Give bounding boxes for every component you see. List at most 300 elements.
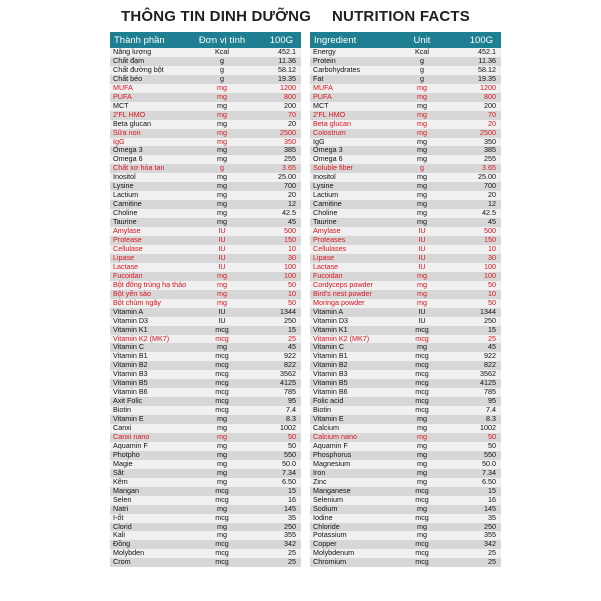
table-row	[110, 540, 301, 549]
table-row	[310, 478, 501, 487]
table-row	[110, 191, 301, 200]
ingredient-name: Phosphorus	[313, 450, 352, 459]
ingredient-amount: 10	[488, 288, 496, 298]
ingredient-name: Inositol	[113, 173, 136, 182]
table-row	[310, 290, 501, 299]
table-row	[310, 272, 501, 281]
ingredient-amount: 250	[284, 315, 296, 325]
table-row	[310, 75, 501, 84]
ingredient-name: Vitamin K2 (MK7)	[313, 334, 370, 343]
ingredient-name: Chất đạm	[113, 56, 145, 65]
ingredient-unit: mg	[217, 431, 227, 441]
ingredient-amount: 50.0	[282, 458, 296, 468]
ingredient-unit: mg	[217, 288, 227, 298]
ingredient-name: Canxi nano	[113, 432, 150, 441]
ingredient-unit: mcg	[215, 387, 229, 397]
ingredient-name: Chất xơ hòa tan	[113, 164, 165, 173]
ingredient-name: Molybden	[113, 549, 145, 558]
ingredient-amount: 50	[488, 440, 496, 450]
ingredient-amount: 30	[488, 252, 496, 262]
ingredient-name: PUFA	[113, 92, 132, 101]
table-row	[310, 236, 501, 245]
ingredient-unit: IU	[218, 315, 226, 325]
ingredient-amount: 385	[484, 145, 496, 155]
ingredient-unit: g	[220, 163, 224, 173]
ingredient-amount: 350	[484, 136, 496, 146]
ingredient-amount: 12	[488, 199, 496, 209]
ingredient-unit: mg	[217, 109, 227, 119]
ingredient-unit: mg	[417, 530, 427, 540]
table-row	[310, 218, 501, 227]
table-row	[310, 361, 501, 370]
ingredient-amount: 452.1	[478, 47, 496, 56]
ingredient-amount: 19.35	[478, 73, 496, 83]
ingredient-name: Crom	[113, 558, 131, 567]
ingredient-unit: IU	[418, 315, 426, 325]
ingredient-unit: mcg	[215, 405, 229, 415]
table-row	[310, 388, 501, 397]
ingredient-unit: mcg	[215, 512, 229, 522]
table-row	[310, 433, 501, 442]
table-row	[110, 487, 301, 496]
ingredient-name: Năng lượng	[113, 48, 152, 56]
ingredient-name: MUFA	[113, 83, 133, 92]
ingredient-name: IgG	[313, 137, 325, 146]
ingredient-name: Colostrum	[313, 128, 346, 137]
table-row	[310, 514, 501, 523]
ingredient-name: Omega 6	[313, 155, 343, 164]
ingredient-name: Chloride	[313, 522, 340, 531]
table-row	[310, 191, 501, 200]
table-row	[310, 326, 501, 335]
ingredient-unit: mcg	[415, 494, 429, 504]
ingredient-unit: mcg	[215, 351, 229, 361]
ingredient-unit: mcg	[415, 378, 429, 388]
ingredient-amount: 50	[288, 279, 296, 289]
ingredient-name: Amylase	[313, 227, 341, 236]
ingredient-amount: 342	[484, 539, 496, 549]
table-row	[310, 406, 501, 415]
ingredient-name: Đồng	[113, 540, 131, 549]
ingredient-amount: 11.36	[278, 55, 296, 65]
ingredient-amount: 15	[288, 485, 296, 495]
table-row	[310, 227, 501, 236]
ingredient-unit: mg	[417, 199, 427, 209]
ingredient-unit: mcg	[415, 324, 429, 334]
table-row	[110, 102, 301, 111]
table-row	[110, 129, 301, 138]
ingredient-name: Omega 6	[113, 155, 143, 164]
ingredient-amount: 25	[288, 557, 296, 567]
ingredient-unit: mcg	[215, 360, 229, 370]
ingredient-amount: 58.12	[278, 64, 296, 74]
table-row	[110, 218, 301, 227]
ingredient-amount: 95	[488, 396, 496, 406]
ingredient-unit: mg	[417, 82, 427, 92]
table-row	[110, 397, 301, 406]
ingredient-amount: 550	[284, 449, 296, 459]
ingredient-amount: 800	[484, 91, 496, 101]
ingredient-unit: mg	[217, 82, 227, 92]
ingredient-unit: Kcal	[415, 47, 429, 56]
table-row	[110, 209, 301, 218]
ingredient-name: Choline	[313, 209, 338, 218]
header-unit: Unit	[413, 34, 431, 46]
nutrition-table-vietnamese	[110, 32, 301, 567]
ingredient-name: Cellulase	[113, 244, 143, 253]
ingredient-amount: 45	[288, 217, 296, 227]
ingredient-unit: mg	[417, 172, 427, 182]
table-row	[110, 111, 301, 120]
ingredient-name: Bột yến sào	[113, 289, 151, 298]
ingredient-name: Sữa non	[113, 128, 141, 137]
table-row	[110, 290, 301, 299]
ingredient-name: Aquamin F	[313, 441, 348, 450]
ingredient-amount: 145	[284, 503, 296, 513]
ingredient-amount: 16	[488, 494, 496, 504]
ingredient-name: Vitamin C	[313, 343, 345, 352]
ingredient-unit: IU	[218, 306, 226, 316]
table-row	[310, 245, 501, 254]
ingredient-unit: mg	[217, 136, 227, 146]
table-row	[310, 263, 501, 272]
ingredient-amount: 4125	[480, 378, 496, 388]
table-row	[110, 245, 301, 254]
ingredient-name: Moringa powder	[313, 298, 365, 307]
ingredient-unit: mcg	[215, 485, 229, 495]
table-row	[110, 433, 301, 442]
ingredient-amount: 100	[284, 270, 296, 280]
ingredient-name: Omega 3	[113, 146, 143, 155]
ingredient-unit: mg	[217, 154, 227, 164]
table-row	[310, 102, 501, 111]
table-row	[110, 343, 301, 352]
ingredient-name: Copper	[313, 540, 337, 549]
ingredient-amount: 35	[288, 512, 296, 522]
ingredient-name: Omega 3	[313, 146, 343, 155]
ingredient-amount: 50	[488, 297, 496, 307]
ingredient-amount: 42.5	[282, 208, 296, 218]
ingredient-name: Taurine	[313, 218, 337, 227]
ingredient-unit: mcg	[215, 378, 229, 388]
ingredient-name: Vitamin K1	[313, 325, 348, 334]
ingredient-amount: 20	[488, 118, 496, 128]
ingredient-name: Protein	[313, 56, 336, 65]
ingredient-amount: 1002	[280, 423, 296, 433]
table-row	[310, 84, 501, 93]
ingredient-unit: IU	[418, 235, 426, 245]
ingredient-amount: 200	[284, 100, 296, 110]
ingredient-amount: 7.4	[486, 405, 496, 415]
table-row	[110, 505, 301, 514]
ingredient-name: Cellulases	[313, 244, 347, 253]
ingredient-amount: 50	[488, 279, 496, 289]
header-ingredient: Ingredient	[314, 34, 357, 46]
ingredient-unit: g	[420, 73, 424, 83]
ingredient-unit: IU	[418, 226, 426, 236]
ingredient-name: Mangan	[113, 486, 139, 495]
ingredient-name: Magnesium	[313, 459, 351, 468]
ingredient-name: Biotin	[113, 406, 131, 415]
ingredient-amount: 342	[284, 539, 296, 549]
ingredient-name: Inositol	[313, 173, 336, 182]
ingredient-amount: 7.4	[286, 405, 296, 415]
ingredient-amount: 385	[284, 145, 296, 155]
ingredient-amount: 355	[284, 530, 296, 540]
ingredient-amount: 2500	[280, 127, 296, 137]
table-row	[310, 57, 501, 66]
ingredient-unit: mg	[217, 145, 227, 155]
ingredient-unit: mg	[417, 431, 427, 441]
ingredient-name: Soluble fiber	[313, 164, 353, 173]
ingredient-name: Molybdenum	[313, 549, 355, 558]
ingredient-unit: mcg	[415, 512, 429, 522]
ingredient-unit: mg	[217, 458, 227, 468]
ingredient-amount: 2500	[480, 127, 496, 137]
ingredient-unit: mg	[217, 521, 227, 531]
ingredient-amount: 42.5	[482, 208, 496, 218]
table-row	[110, 469, 301, 478]
ingredient-unit: mcg	[215, 548, 229, 558]
ingredient-unit: g	[220, 55, 224, 65]
table-row	[110, 370, 301, 379]
ingredient-name: Bird's nest powder	[313, 289, 372, 298]
ingredient-amount: 700	[484, 181, 496, 191]
ingredient-unit: mg	[217, 118, 227, 128]
ingredient-name: Lactium	[113, 191, 139, 200]
ingredient-name: Vitamin B2	[313, 361, 348, 370]
ingredient-unit: mg	[417, 423, 427, 433]
table-row	[310, 66, 501, 75]
table-row	[110, 514, 301, 523]
table-row	[110, 155, 301, 164]
table-row	[310, 343, 501, 352]
table-row	[310, 469, 501, 478]
ingredient-name: Beta glucan	[313, 119, 351, 128]
table-row	[310, 299, 501, 308]
ingredient-amount: 200	[484, 100, 496, 110]
ingredient-amount: 1344	[280, 306, 296, 316]
table-row	[310, 146, 501, 155]
table-row	[310, 138, 501, 147]
header-amount: 100G	[469, 34, 493, 46]
table-row	[110, 308, 301, 317]
table-row	[110, 415, 301, 424]
ingredient-unit: IU	[218, 235, 226, 245]
table-row	[110, 335, 301, 344]
ingredient-amount: 255	[284, 154, 296, 164]
table-row	[310, 281, 501, 290]
ingredient-unit: mg	[417, 297, 427, 307]
ingredient-unit: mg	[217, 199, 227, 209]
ingredient-name: Carnitine	[313, 200, 342, 209]
ingredient-unit: mg	[417, 440, 427, 450]
ingredient-unit: g	[420, 64, 424, 74]
table-row	[310, 460, 501, 469]
table-row	[310, 317, 501, 326]
ingredient-name: Amylase	[113, 227, 141, 236]
table-row	[110, 173, 301, 182]
table-row	[110, 263, 301, 272]
ingredient-name: Vitamin B3	[113, 370, 148, 379]
table-row	[110, 164, 301, 173]
ingredient-amount: 50	[288, 440, 296, 450]
ingredient-amount: 355	[484, 530, 496, 540]
ingredient-amount: 50	[488, 431, 496, 441]
table-row	[110, 120, 301, 129]
ingredient-unit: mg	[417, 288, 427, 298]
table-row	[110, 281, 301, 290]
ingredient-name: Vitamin C	[113, 343, 145, 352]
ingredient-unit: mcg	[415, 351, 429, 361]
ingredient-name: I-ốt	[113, 513, 124, 522]
ingredient-name: 2'FL HMO	[113, 110, 146, 119]
ingredient-amount: 25	[488, 548, 496, 558]
ingredient-name: Vitamin B6	[313, 388, 348, 397]
ingredient-amount: 58.12	[478, 64, 496, 74]
ingredient-unit: mg	[217, 100, 227, 110]
ingredient-amount: 800	[284, 91, 296, 101]
ingredient-unit: g	[220, 73, 224, 83]
ingredient-unit: mg	[417, 217, 427, 227]
table-row	[110, 93, 301, 102]
table-row	[110, 317, 301, 326]
ingredient-unit: mcg	[415, 369, 429, 379]
ingredient-unit: mg	[217, 414, 227, 424]
ingredient-unit: mg	[417, 476, 427, 486]
ingredient-amount: 1002	[480, 423, 496, 433]
ingredient-amount: 3562	[280, 369, 296, 379]
ingredient-name: Vitamin A	[113, 307, 144, 316]
ingredient-name: Lactase	[313, 262, 339, 271]
ingredient-amount: 70	[488, 109, 496, 119]
ingredient-unit: mg	[417, 181, 427, 191]
ingredient-unit: mg	[417, 414, 427, 424]
ingredient-unit: mg	[417, 190, 427, 200]
ingredient-name: Cordyceps powder	[313, 280, 373, 289]
ingredient-amount: 822	[484, 360, 496, 370]
table-header	[110, 32, 301, 48]
ingredient-name: Energy	[313, 48, 336, 56]
ingredient-name: Carbohydrates	[313, 65, 361, 74]
ingredient-unit: IU	[218, 261, 226, 271]
ingredient-unit: IU	[418, 306, 426, 316]
table-row	[310, 111, 501, 120]
ingredient-amount: 20	[488, 190, 496, 200]
ingredient-name: Selenium	[313, 495, 343, 504]
table-row	[310, 120, 501, 129]
ingredient-name: Aquamin F	[113, 441, 148, 450]
ingredient-unit: mg	[217, 181, 227, 191]
ingredient-amount: 100	[284, 261, 296, 271]
table-row	[310, 352, 501, 361]
ingredient-name: Iron	[313, 468, 326, 477]
ingredient-unit: mcg	[415, 485, 429, 495]
ingredient-amount: 7.34	[482, 467, 496, 477]
ingredient-name: Folic acid	[313, 397, 344, 406]
ingredient-amount: 1200	[480, 82, 496, 92]
table-body	[110, 48, 301, 567]
ingredient-name: Vitamin B3	[313, 370, 348, 379]
ingredient-name: Canxi	[113, 424, 132, 433]
table-row	[110, 236, 301, 245]
table-row	[310, 200, 501, 209]
ingredient-unit: mcg	[415, 539, 429, 549]
table-row	[110, 388, 301, 397]
title-english: NUTRITION FACTS	[332, 8, 470, 25]
table-row	[310, 523, 501, 532]
ingredient-unit: mg	[217, 190, 227, 200]
ingredient-name: Lactium	[313, 191, 339, 200]
ingredient-name: PUFA	[313, 92, 332, 101]
ingredient-name: Calcium nano	[313, 432, 357, 441]
ingredient-name: IgG	[113, 137, 125, 146]
table-row	[310, 415, 501, 424]
ingredient-amount: 11.36	[478, 55, 496, 65]
table-row	[110, 496, 301, 505]
title-vietnamese: THÔNG TIN DINH DƯỠNG	[121, 8, 312, 25]
ingredient-amount: 250	[484, 521, 496, 531]
ingredient-name: Calcium	[313, 424, 339, 433]
table-row	[110, 379, 301, 388]
header-amount: 100G	[269, 34, 293, 46]
table-row	[310, 424, 501, 433]
ingredient-unit: IU	[418, 261, 426, 271]
table-row	[310, 308, 501, 317]
table-row	[110, 75, 301, 84]
ingredient-amount: 785	[284, 387, 296, 397]
ingredient-amount: 25	[288, 548, 296, 558]
table-row	[110, 478, 301, 487]
ingredient-unit: mcg	[415, 333, 429, 343]
ingredient-amount: 10	[288, 288, 296, 298]
ingredient-amount: 25.00	[278, 172, 296, 182]
table-row	[310, 129, 501, 138]
header-unit: Đơn vị tính	[198, 34, 246, 46]
ingredient-name: Fucoidan	[113, 271, 143, 280]
ingredient-amount: 7.34	[282, 467, 296, 477]
ingredient-amount: 25	[288, 333, 296, 343]
ingredient-amount: 350	[284, 136, 296, 146]
ingredient-amount: 70	[288, 109, 296, 119]
table-row	[310, 93, 501, 102]
ingredient-unit: mg	[217, 423, 227, 433]
ingredient-name: Protease	[113, 236, 142, 245]
ingredient-unit: mcg	[415, 387, 429, 397]
table-row	[310, 505, 501, 514]
ingredient-amount: 35	[488, 512, 496, 522]
table-row	[110, 442, 301, 451]
ingredient-name: Lysine	[313, 182, 334, 191]
ingredient-unit: mg	[417, 100, 427, 110]
ingredient-amount: 20	[288, 190, 296, 200]
ingredient-unit: mg	[417, 521, 427, 531]
ingredient-unit: mg	[417, 270, 427, 280]
ingredient-unit: mg	[217, 342, 227, 352]
ingredient-name: Magie	[113, 459, 133, 468]
table-row	[110, 523, 301, 532]
ingredient-unit: g	[420, 163, 424, 173]
ingredient-unit: IU	[218, 226, 226, 236]
ingredient-name: Taurine	[113, 218, 137, 227]
ingredient-unit: mg	[217, 476, 227, 486]
ingredient-unit: mg	[217, 217, 227, 227]
ingredient-amount: 785	[484, 387, 496, 397]
ingredient-name: Vitamin B5	[113, 379, 148, 388]
header-ingredient: Thành phần	[114, 34, 165, 46]
ingredient-name: Vitamin D3	[313, 316, 349, 325]
ingredient-amount: 255	[484, 154, 496, 164]
